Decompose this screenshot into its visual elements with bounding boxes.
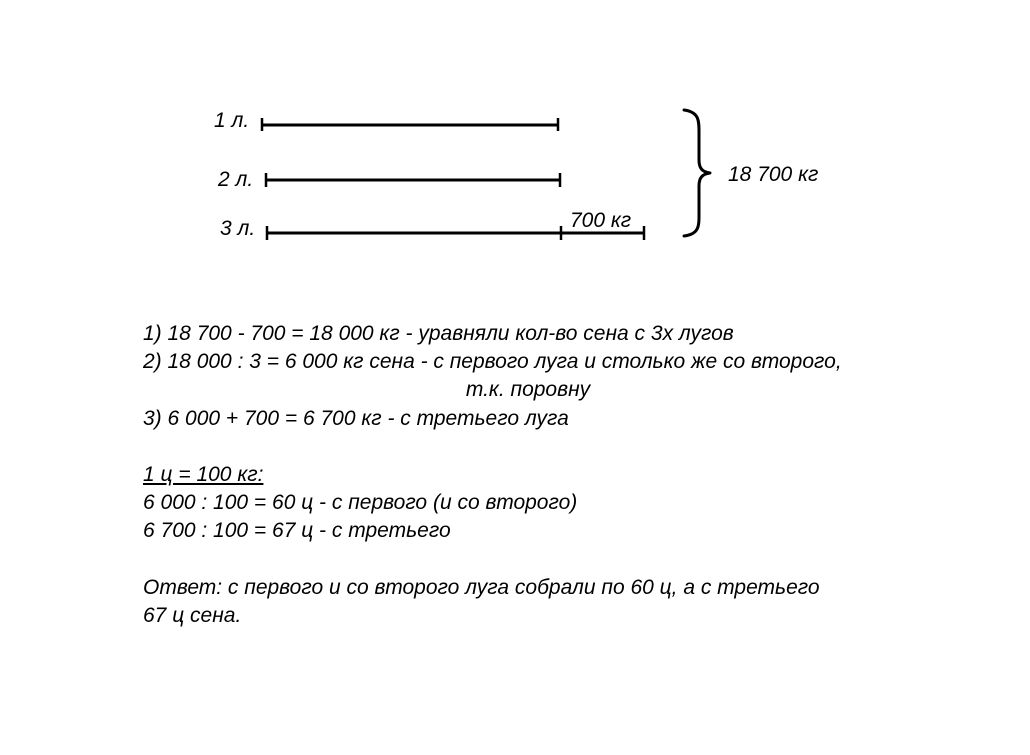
spacer [143,546,1003,574]
solution-step-1: 1) 18 700 - 700 = 18 000 кг - уравняли кол-во сена с 3х лугов [143,322,734,345]
row-3-extra-label: 700 кг [570,209,632,232]
conversion-calc-1: 6 000 : 100 = 60 ц - с первого (и со второго) [143,491,578,515]
solution-text [143,320,1003,630]
solution-step-2: 2) 18 000 : 3 = 6 000 кг сена - с первого луга и столько же со второго, [143,350,842,374]
conversion-calc-2: 6 700 : 100 = 67 ц - с третьего [143,519,451,543]
spacer [143,433,1003,461]
total-brace [684,110,710,236]
answer-line-1: Ответ: с первого и со второго луга собрали по 60 ц, а с третьего [143,575,820,599]
total-label: 18 700 кг [728,163,819,186]
segment-diagram [0,0,1030,300]
row-label-1: 1 л. [214,109,250,132]
row-label-3: 3 л. [220,217,256,240]
solution-step-2-continuation: т.к. поровну [465,378,591,402]
row-label-2: 2 л. [218,168,254,191]
conversion-heading: 1 ц = 100 кг: [143,462,264,486]
solution-step-3: 3) 6 000 + 700 = 6 700 кг - с третьего луга [143,406,569,430]
answer-line-2: 67 ц сена. [143,603,242,627]
